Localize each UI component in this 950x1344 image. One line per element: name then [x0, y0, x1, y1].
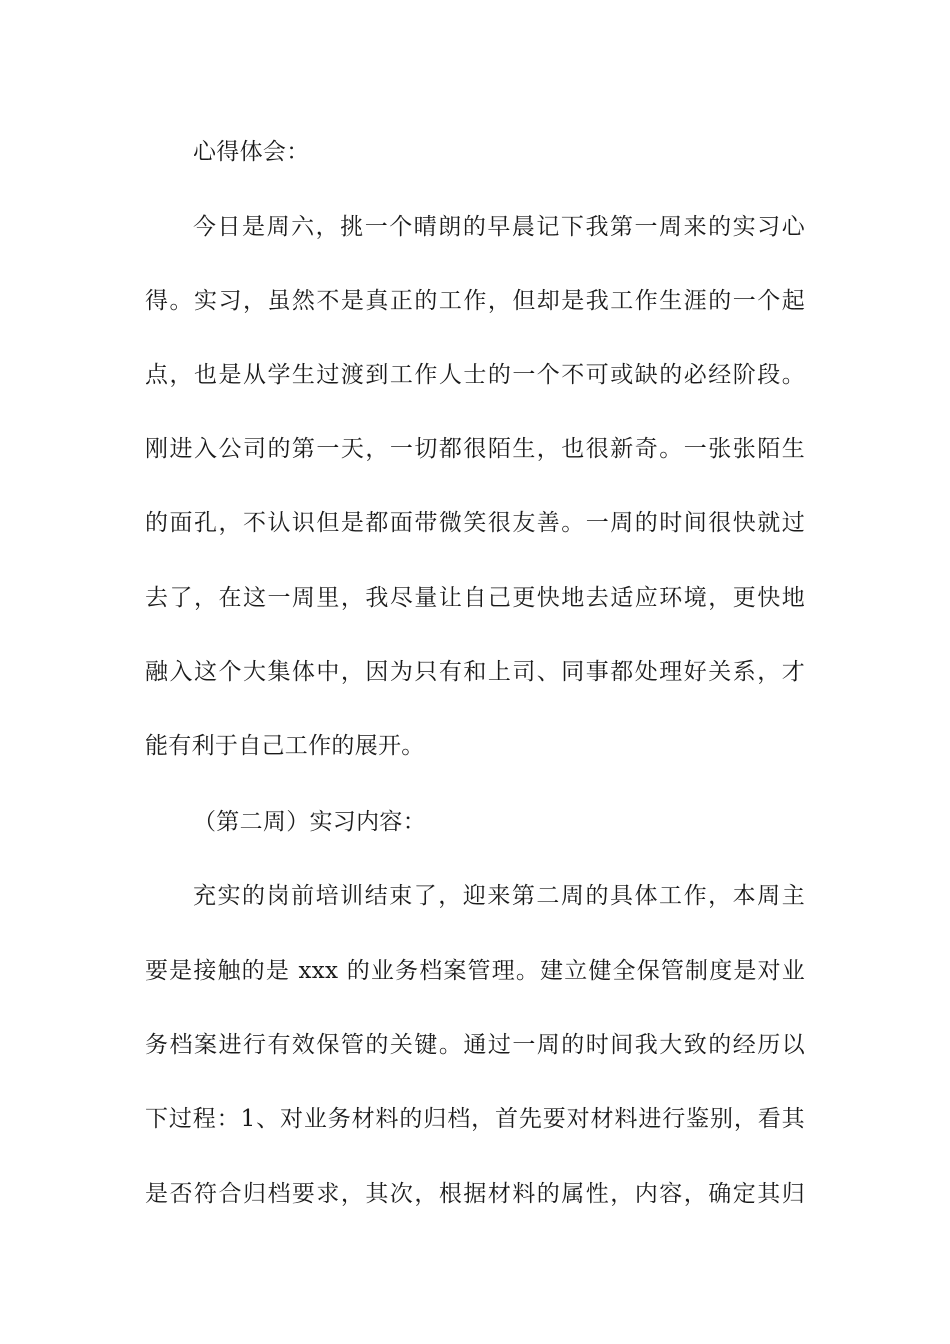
paragraph-line: 去了，在这一周里，我尽量让自己更快地去适应环境，更快地: [145, 585, 805, 611]
paragraph-line: 要是接触的是 xxx 的业务档案管理。建立健全保管制度是对业: [145, 958, 805, 984]
paragraph-line: 充实的岗前培训结束了，迎来第二周的具体工作，本周主: [193, 883, 805, 909]
paragraph-line: 融入这个大集体中，因为只有和上司、同事都处理好关系，才: [145, 659, 805, 685]
paragraph-line: 下过程：1、对业务材料的归档，首先要对材料进行鉴别，看其: [145, 1106, 805, 1132]
heading-week-two: （第二周）实习内容：: [193, 809, 426, 835]
paragraph-line: 点，也是从学生过渡到工作人士的一个不可或缺的必经阶段。: [145, 362, 805, 388]
heading-reflections: 心得体会：: [193, 139, 310, 165]
paragraph-line: 今日是周六，挑一个晴朗的早晨记下我第一周来的实习心: [193, 214, 805, 240]
paragraph-line: 刚进入公司的第一天，一切都很陌生，也很新奇。一张张陌生: [145, 436, 805, 462]
paragraph-line: 得。实习，虽然不是真正的工作，但却是我工作生涯的一个起: [145, 288, 805, 314]
paragraph-line: 务档案进行有效保管的关键。通过一周的时间我大致的经历以: [145, 1032, 805, 1058]
paragraph-line: 是否符合归档要求，其次，根据材料的属性，内容，确定其归: [145, 1181, 805, 1207]
paragraph-line: 的面孔，不认识但是都面带微笑很友善。一周的时间很快就过: [145, 510, 805, 536]
paragraph-line: 能有利于自己工作的展开。: [145, 733, 425, 759]
